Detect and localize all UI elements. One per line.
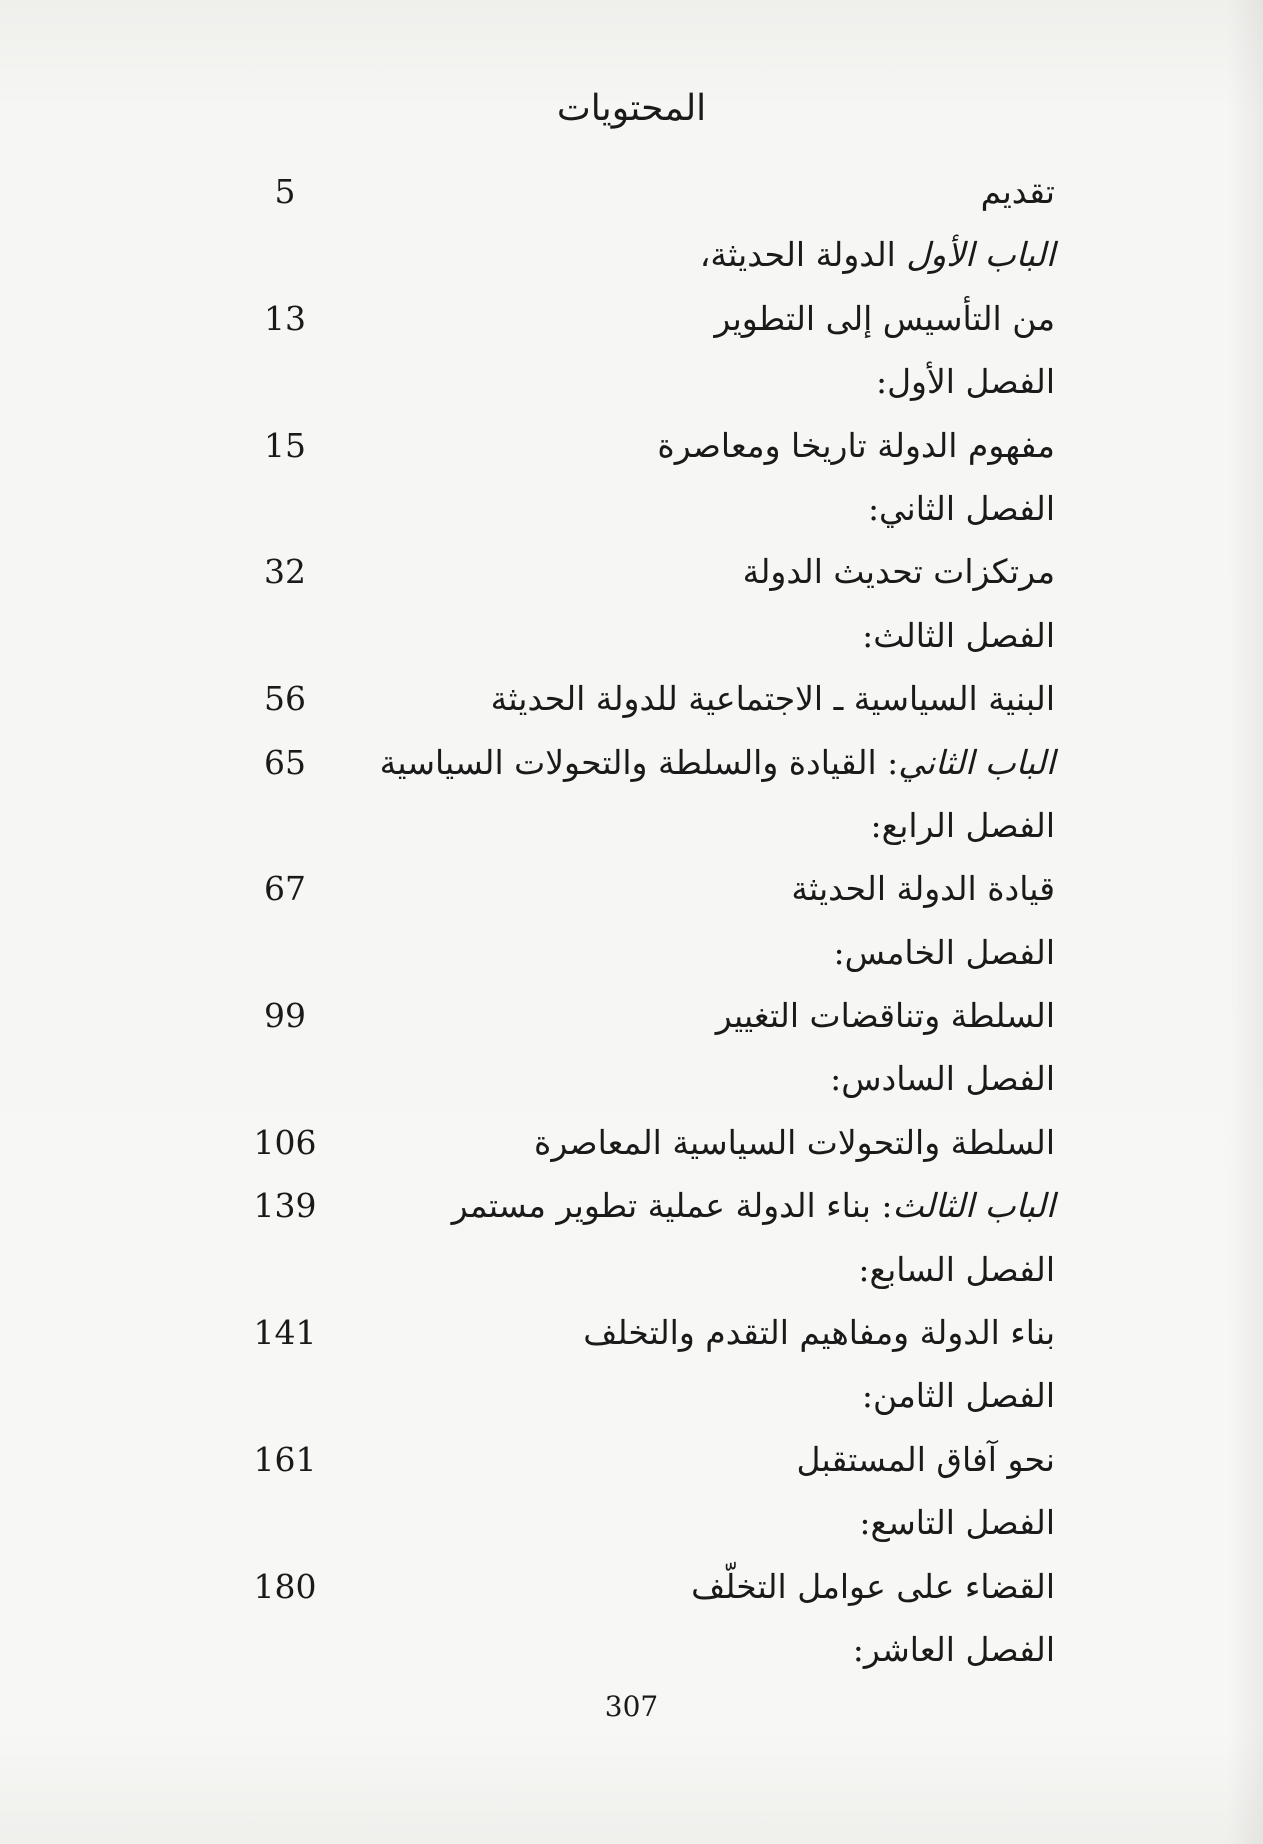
- toc-entry-text: مفهوم الدولة تاريخا ومعاصرة: [657, 425, 1055, 465]
- table-of-contents: [240, 160, 1055, 1681]
- toc-entry-text: الفصل الثالث:: [862, 615, 1055, 655]
- toc-entry-text: من التأسيس إلى التطوير: [714, 298, 1055, 338]
- page-title: المحتويات: [556, 88, 707, 129]
- toc-entry: [240, 1174, 1055, 1237]
- toc-entry-text: الفصل التاسع:: [859, 1503, 1055, 1543]
- toc-entry-text: بناء الدولة ومفاهيم التقدم والتخلف: [583, 1313, 1055, 1353]
- toc-entry-title: [583, 1301, 1055, 1364]
- toc-entry: [240, 477, 1055, 540]
- toc-entry-title: [858, 1238, 1055, 1301]
- toc-page-number: 99: [264, 996, 306, 1036]
- toc-entry: [240, 731, 1055, 794]
- toc-entry-title: [491, 667, 1055, 730]
- toc-entry-title: [743, 540, 1055, 603]
- toc-page-number: 67: [264, 869, 306, 909]
- toc-entry-title: [830, 1047, 1055, 1110]
- toc-entry: [240, 287, 1055, 350]
- toc-entry-title: [862, 1364, 1055, 1427]
- toc-entry-text: الفصل العاشر:: [852, 1629, 1055, 1669]
- toc-entry-title: [981, 160, 1055, 223]
- toc-entry-title: [691, 1555, 1055, 1618]
- toc-entry: [240, 1047, 1055, 1110]
- toc-entry-text: : القيادة والسلطة والتحولات السياسية: [379, 742, 899, 782]
- toc-entry-text: نحو آفاق المستقبل: [796, 1439, 1055, 1479]
- toc-entry-text: الفصل الأول:: [875, 362, 1055, 402]
- toc-entry: [240, 414, 1055, 477]
- toc-entry-text: الدولة الحديثة،: [699, 235, 907, 275]
- scan-shadow: [1227, 0, 1263, 1844]
- toc-entry: [240, 984, 1055, 1047]
- toc-entry: [240, 1301, 1055, 1364]
- toc-entry-title: [452, 1174, 1055, 1237]
- toc-entry-text: السلطة والتحولات السياسية المعاصرة: [534, 1122, 1055, 1162]
- toc-entry: [240, 794, 1055, 857]
- toc-entry-text: الفصل السادس:: [830, 1059, 1055, 1099]
- toc-part-label: الباب الأول: [906, 235, 1055, 275]
- toc-entry-title: [791, 857, 1055, 920]
- toc-entry: [240, 1491, 1055, 1554]
- toc-page-number: 5: [274, 172, 296, 211]
- toc-entry-title: [700, 223, 1055, 286]
- toc-entry-text: السلطة وتناقضات التغيير: [715, 996, 1055, 1036]
- toc-entry-title: [657, 414, 1055, 477]
- toc-entry: [240, 1238, 1055, 1301]
- toc-entry-title: [859, 1491, 1055, 1554]
- toc-page-number: 56: [264, 679, 306, 719]
- toc-entry-text: البنية السياسية ـ الاجتماعية للدولة الحديثة: [490, 679, 1055, 719]
- toc-page-number: 139: [253, 1186, 317, 1226]
- toc-entry-text: الفصل السابع:: [858, 1249, 1055, 1289]
- toc-entry-text: : بناء الدولة عملية تطوير مستمر: [451, 1186, 893, 1226]
- toc-entry-title: [534, 1111, 1055, 1174]
- toc-entry-text: الفصل الثامن:: [861, 1376, 1055, 1416]
- toc-page-number: 13: [264, 298, 306, 338]
- toc-entry-title: [380, 731, 1055, 794]
- toc-entry-title: [862, 604, 1055, 667]
- toc-entry-title: [868, 477, 1055, 540]
- toc-page-number: 65: [264, 742, 306, 782]
- toc-entry-title: [797, 1428, 1055, 1491]
- toc-entry: [240, 540, 1055, 603]
- toc-entry: [240, 604, 1055, 667]
- toc-entry-text: تقديم: [980, 172, 1055, 211]
- toc-page-number: 161: [253, 1439, 317, 1479]
- toc-entry-text: قيادة الدولة الحديثة: [791, 869, 1055, 909]
- toc-page-number: 32: [264, 552, 306, 592]
- toc-page-number: 141: [253, 1313, 317, 1353]
- toc-page-number: 15: [264, 425, 306, 465]
- toc-entry-title: [714, 287, 1055, 350]
- toc-entry: [240, 1555, 1055, 1618]
- toc-entry: [240, 1428, 1055, 1491]
- toc-entry-title: [871, 794, 1055, 857]
- toc-entry: [240, 857, 1055, 920]
- toc-entry-title: [853, 1618, 1055, 1681]
- toc-entry-title: [876, 350, 1055, 413]
- toc-entry: [240, 921, 1055, 984]
- toc-entry-text: الفصل الخامس:: [833, 932, 1055, 972]
- toc-entry-text: الفصل الثاني:: [867, 488, 1055, 528]
- toc-part-label: الباب الثاني: [898, 742, 1055, 782]
- toc-entry-text: مرتكزات تحديث الدولة: [742, 552, 1055, 592]
- toc-entry: [240, 1364, 1055, 1427]
- toc-entry: [240, 350, 1055, 413]
- toc-entry-title: [834, 921, 1055, 984]
- toc-part-label: الباب الثالث: [892, 1186, 1055, 1226]
- toc-entry: [240, 160, 1055, 223]
- toc-entry-text: القضاء على عوامل التخلّف: [691, 1566, 1055, 1606]
- toc-page-number: 180: [253, 1566, 317, 1606]
- toc-entry: [240, 223, 1055, 286]
- toc-entry-title: [716, 984, 1055, 1047]
- toc-entry: [240, 1111, 1055, 1174]
- toc-entry: [240, 1618, 1055, 1681]
- toc-entry-text: الفصل الرابع:: [870, 805, 1055, 845]
- page-number: 307: [604, 1690, 659, 1723]
- toc-entry: [240, 667, 1055, 730]
- toc-page-number: 106: [253, 1122, 317, 1162]
